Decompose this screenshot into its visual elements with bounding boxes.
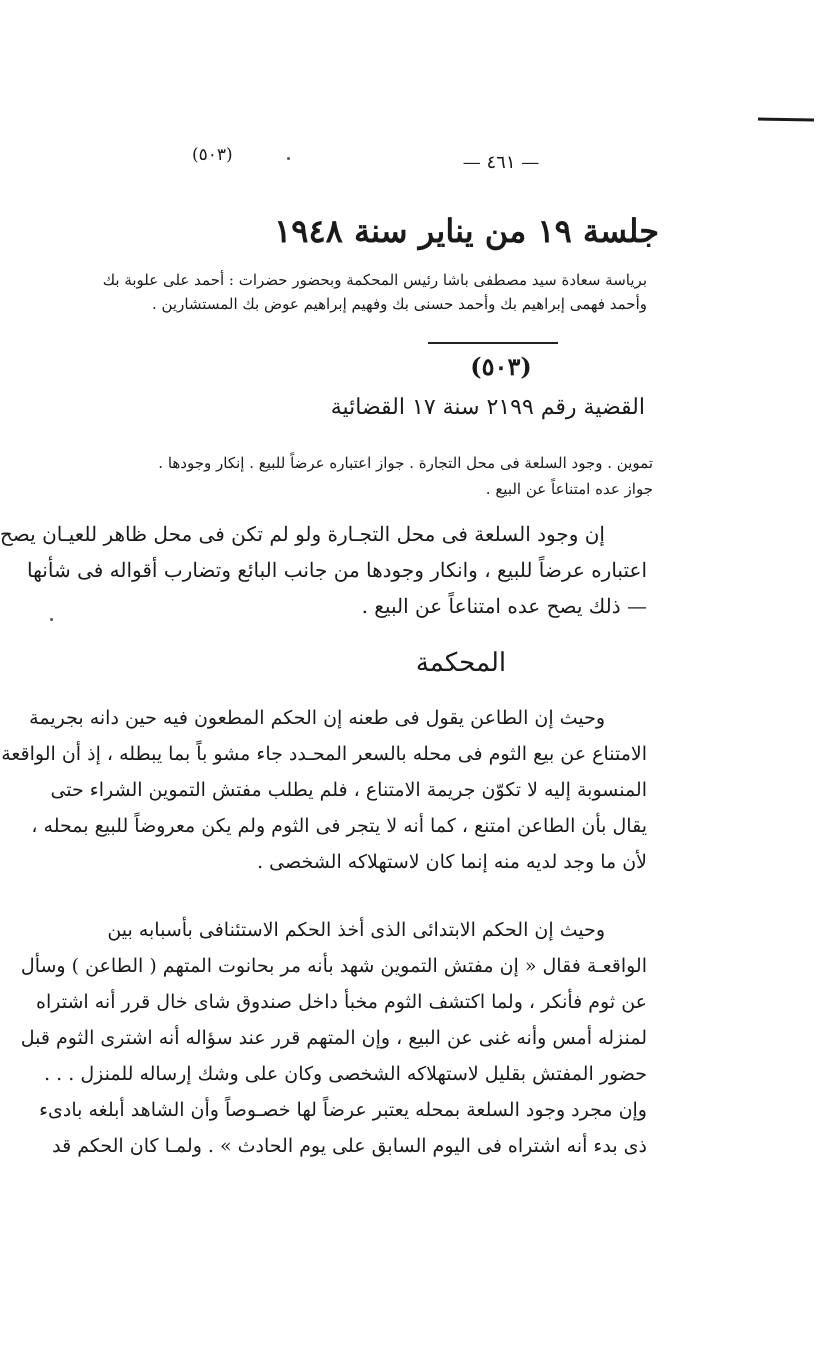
paragraph-line: وحيث إن الطاعن يقول فى طعنه إن الحكم المطعون فيه حين دانه بجريمة xyxy=(29,707,605,729)
case-keywords xyxy=(158,450,653,502)
presidency-line: برياسة سعادة سيد مصطفى باشا رئيس المحكمة وبحضور حضرات : أحمد على علوبة بك xyxy=(102,271,647,289)
paragraph-line: وحيث إن الحكم الابتدائى الذى أخذ الحكم الاستئنافى بأسبابه بين xyxy=(107,919,605,941)
paragraph-line: عن ثوم فأنكر ، ولما اكتشف الثوم مخبأ داخل صندوق شاى خال قرر أنه اشتراه xyxy=(36,991,647,1013)
paragraph-line: وإن مجرد وجود السلعة بمحله يعتبر عرضاً لها خصـوصاً وأن الشاهد أبلغه بادىء xyxy=(39,1099,647,1121)
paragraph-line: الواقعـة فقال « إن مفتش التموين شهد بأنه مر بحانوت المتهم ( الطاعن ) وسأل xyxy=(20,955,647,977)
paragraph-line: حضور المفتش بقليل لاستهلاكه الشخصى وكان على وشك إرساله للمنزل . . . xyxy=(44,1063,647,1085)
page-number: — ٤٦١ — xyxy=(462,152,540,173)
session-title: جلسة ١٩ من يناير سنة ١٩٤٨ xyxy=(274,212,659,250)
print-speck xyxy=(50,618,53,621)
paragraph-line: لأن ما وجد لديه منه إنما كان لاستهلاكه الشخصى . xyxy=(257,851,647,873)
margin-rule xyxy=(758,118,814,122)
case-number: (٥٠٣) xyxy=(470,352,532,381)
paragraph-line: يقال بأن الطاعن امتنع ، كما أنه لا يتجر فى الثوم ولم يكن معروضاً للبيع بمحله ، xyxy=(31,815,647,837)
court-heading: المحكمة xyxy=(415,648,507,678)
court-paragraph-1 xyxy=(1,700,647,880)
court-paragraph-2 xyxy=(20,912,647,1164)
principle-line: إن وجود السلعة فى محل التجـارة ولو لم تكن فى محل ظاهر للعيـان يصح xyxy=(0,522,605,546)
paragraph-line: ذى بدء أنه اشتراه فى اليوم السابق على يوم الحادث » . ولمـا كان الحكم قد xyxy=(52,1135,647,1157)
presidency-block xyxy=(102,268,647,316)
running-case-ref: (٥٠٣) xyxy=(192,145,233,165)
presidency-line: وأحمد فهمى إبراهيم بك وأحمد حسنى بك وفهيم إبراهيم عوض بك المستشارين . xyxy=(151,295,647,313)
print-speck xyxy=(287,157,290,160)
paragraph-line: الامتناع عن بيع الثوم فى محله بالسعر المحـدد جاء مشو باً بما يبطله ، إذ أن الواقعة xyxy=(1,743,647,765)
principle-line: — ذلك يصح عده امتناعاً عن البيع . xyxy=(361,594,647,618)
case-title: القضية رقم ٢١٩٩ سنة ١٧ القضائية xyxy=(330,395,645,420)
paragraph-line: لمنزله أمس وأنه غنى عن البيع ، وإن المتهم قرر عند سؤاله أنه اشترى الثوم قبل xyxy=(20,1027,647,1049)
legal-principle xyxy=(0,516,647,624)
paragraph-line: المنسوبة إليه لا تكوّن جريمة الامتناع ، فلم يطلب مفتش التموين الشراء حتى xyxy=(50,779,647,801)
principle-line: اعتباره عرضاً للبيع ، وانكار وجودها من جانب البائع وتضارب أقواله فى شأنها xyxy=(26,558,647,582)
keywords-line: تموين . وجود السلعة فى محل التجارة . جواز اعتباره عرضاً للبيع . إنكار وجودها . xyxy=(158,454,653,472)
keywords-line: جواز عده امتناعاً عن البيع . xyxy=(485,480,653,498)
separator-rule xyxy=(428,342,558,344)
